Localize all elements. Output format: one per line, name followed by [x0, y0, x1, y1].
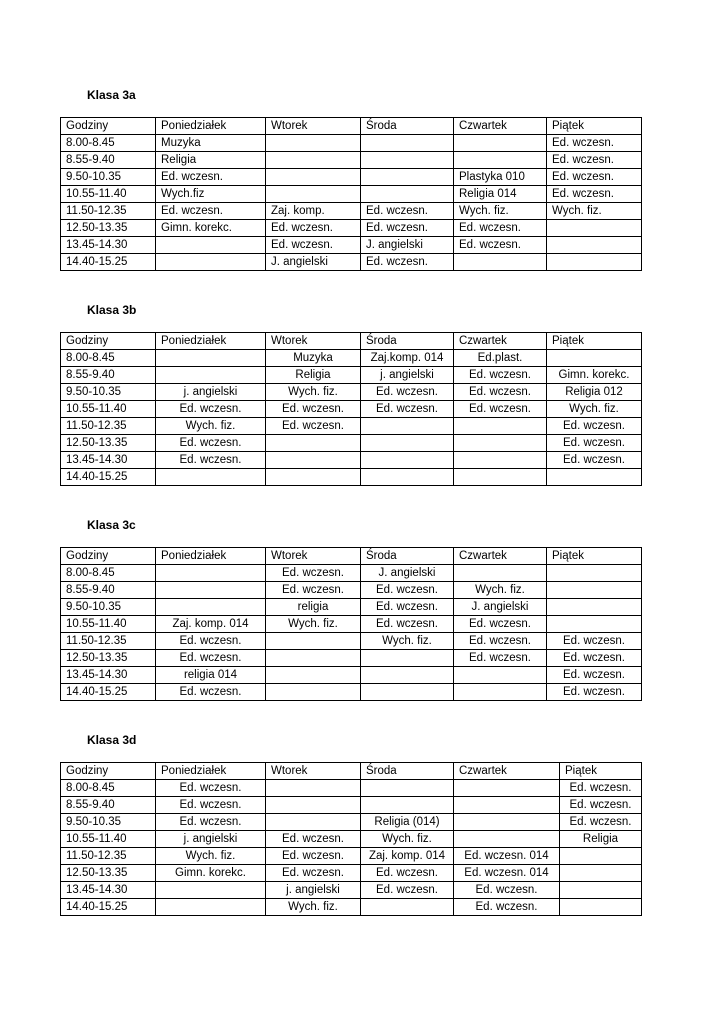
column-header: Wtorek [266, 118, 361, 135]
time-cell: 8.55-9.40 [61, 367, 156, 384]
lesson-cell: Ed. wczesn. [454, 882, 560, 899]
lesson-cell: Wych. fiz. [361, 633, 454, 650]
lesson-cell: Ed. wczesn. [547, 667, 642, 684]
lesson-cell: Ed.plast. [454, 350, 547, 367]
time-cell: 9.50-10.35 [61, 814, 156, 831]
lesson-cell [156, 469, 266, 486]
table-row [61, 401, 642, 418]
lesson-cell: Ed. wczesn. [156, 814, 266, 831]
lesson-cell [266, 452, 361, 469]
lesson-cell: Wych. fiz. [547, 401, 642, 418]
lesson-cell [266, 135, 361, 152]
time-cell: 8.55-9.40 [61, 797, 156, 814]
table-row [61, 384, 642, 401]
lesson-cell: Ed. wczesn. [361, 220, 454, 237]
lesson-cell [266, 152, 361, 169]
lesson-cell: Ed. wczesn. [547, 435, 642, 452]
timetable-3a [60, 117, 642, 271]
lesson-cell [266, 667, 361, 684]
lesson-cell: Ed. wczesn. [547, 684, 642, 701]
lesson-cell [547, 350, 642, 367]
column-header: Wtorek [266, 548, 361, 565]
lesson-cell [156, 899, 266, 916]
lesson-cell [361, 667, 454, 684]
table-row [61, 616, 642, 633]
time-cell: 8.00-8.45 [61, 780, 156, 797]
lesson-cell: Zaj. komp. 014 [361, 848, 454, 865]
lesson-cell: Wych. fiz. [266, 616, 361, 633]
lesson-cell: Religia (014) [361, 814, 454, 831]
lesson-cell: j. angielski [156, 384, 266, 401]
lesson-cell: Religia 012 [547, 384, 642, 401]
lesson-cell: Ed. wczesn. [361, 254, 454, 271]
column-header: Czwartek [454, 763, 560, 780]
time-cell: 11.50-12.35 [61, 203, 156, 220]
lesson-cell [361, 418, 454, 435]
lesson-cell: J. angielski [361, 565, 454, 582]
lesson-cell: j. angielski [156, 831, 266, 848]
lesson-cell: Ed. wczesn. [156, 452, 266, 469]
lesson-cell: Ed. wczesn. [266, 220, 361, 237]
lesson-cell [361, 684, 454, 701]
lesson-cell: Ed. wczesn. [361, 401, 454, 418]
table-row [61, 882, 642, 899]
lesson-cell [454, 565, 547, 582]
lesson-cell [547, 237, 642, 254]
lesson-cell [454, 135, 547, 152]
time-cell: 14.40-15.25 [61, 469, 156, 486]
lesson-cell [547, 565, 642, 582]
column-header: Środa [361, 333, 454, 350]
table-row [61, 418, 642, 435]
lesson-cell: Wych.fiz [156, 186, 266, 203]
lesson-cell: Ed. wczesn. [454, 237, 547, 254]
time-cell: 13.45-14.30 [61, 452, 156, 469]
lesson-cell [547, 469, 642, 486]
lesson-cell: j. angielski [361, 367, 454, 384]
lesson-cell [361, 186, 454, 203]
lesson-cell [266, 186, 361, 203]
table-row [61, 899, 642, 916]
lesson-cell: Ed. wczesn. [156, 797, 266, 814]
column-header: Godziny [61, 763, 156, 780]
lesson-cell [560, 882, 642, 899]
lesson-cell: Religia [560, 831, 642, 848]
column-header: Godziny [61, 118, 156, 135]
table-row [61, 435, 642, 452]
lesson-cell [361, 452, 454, 469]
column-header: Czwartek [454, 118, 547, 135]
column-header: Środa [361, 118, 454, 135]
lesson-cell [266, 780, 361, 797]
lesson-cell [266, 469, 361, 486]
time-cell: 12.50-13.35 [61, 650, 156, 667]
class-heading-3b: Klasa 3b [87, 303, 137, 317]
time-cell: 9.50-10.35 [61, 384, 156, 401]
lesson-cell [454, 814, 560, 831]
lesson-cell: Wych. fiz. [454, 203, 547, 220]
lesson-cell [560, 848, 642, 865]
lesson-cell [560, 899, 642, 916]
lesson-cell: Ed. wczesn. [547, 152, 642, 169]
lesson-cell: Ed. wczesn. [454, 899, 560, 916]
column-header: Poniedziałek [156, 763, 266, 780]
lesson-cell: Wych. fiz. [156, 418, 266, 435]
lesson-cell [547, 254, 642, 271]
lesson-cell: Muzyka [156, 135, 266, 152]
lesson-cell: Ed. wczesn. [454, 650, 547, 667]
time-cell: 14.40-15.25 [61, 899, 156, 916]
lesson-cell: Ed. wczesn. [156, 203, 266, 220]
table-row [61, 565, 642, 582]
lesson-cell: Wych. fiz. [266, 384, 361, 401]
lesson-cell: religia [266, 599, 361, 616]
lesson-cell: Ed. wczesn. [547, 135, 642, 152]
header-row [61, 548, 642, 565]
table-row [61, 780, 642, 797]
lesson-cell: Zaj. komp. 014 [156, 616, 266, 633]
time-cell: 12.50-13.35 [61, 220, 156, 237]
table-row [61, 469, 642, 486]
time-cell: 9.50-10.35 [61, 169, 156, 186]
lesson-cell [547, 220, 642, 237]
lesson-cell: J. angielski [266, 254, 361, 271]
lesson-cell: Ed. wczesn. [156, 401, 266, 418]
lesson-cell [156, 254, 266, 271]
lesson-cell: Ed. wczesn. [361, 882, 454, 899]
timetable-3b [60, 332, 642, 486]
column-header: Czwartek [454, 333, 547, 350]
lesson-cell [547, 616, 642, 633]
lesson-cell: Ed. wczesn. [266, 865, 361, 882]
column-header: Godziny [61, 548, 156, 565]
column-header: Piątek [560, 763, 642, 780]
table-row [61, 650, 642, 667]
lesson-cell: Gimn. korekc. [547, 367, 642, 384]
table-row [61, 237, 642, 254]
lesson-cell [361, 169, 454, 186]
lesson-cell: Ed. wczesn. 014 [454, 865, 560, 882]
timetable-body [61, 548, 642, 701]
table-row [61, 633, 642, 650]
time-cell: 13.45-14.30 [61, 237, 156, 254]
table-row [61, 814, 642, 831]
lesson-cell [454, 152, 547, 169]
time-cell: 14.40-15.25 [61, 254, 156, 271]
lesson-cell: Ed. wczesn. [454, 401, 547, 418]
lesson-cell: Ed. wczesn. [547, 650, 642, 667]
lesson-cell [547, 582, 642, 599]
class-heading-3c: Klasa 3c [87, 518, 136, 532]
lesson-cell: Ed. wczesn. [266, 565, 361, 582]
lesson-cell [361, 780, 454, 797]
lesson-cell [156, 237, 266, 254]
table-row [61, 831, 642, 848]
header-row [61, 118, 642, 135]
time-cell: 10.55-11.40 [61, 616, 156, 633]
lesson-cell [454, 667, 547, 684]
table-row [61, 797, 642, 814]
header-row [61, 333, 642, 350]
lesson-cell: Ed. wczesn. [156, 684, 266, 701]
lesson-cell: Ed. wczesn. [156, 169, 266, 186]
lesson-cell [361, 650, 454, 667]
column-header: Wtorek [266, 333, 361, 350]
header-row [61, 763, 642, 780]
lesson-cell: Ed. wczesn. [547, 452, 642, 469]
column-header: Piątek [547, 118, 642, 135]
lesson-cell [266, 633, 361, 650]
column-header: Środa [361, 548, 454, 565]
column-header: Wtorek [266, 763, 361, 780]
lesson-cell: Ed. wczesn. [361, 384, 454, 401]
lesson-cell [454, 684, 547, 701]
time-cell: 8.00-8.45 [61, 565, 156, 582]
column-header: Godziny [61, 333, 156, 350]
lesson-cell: Muzyka [266, 350, 361, 367]
time-cell: 11.50-12.35 [61, 633, 156, 650]
lesson-cell [266, 650, 361, 667]
lesson-cell: j. angielski [266, 882, 361, 899]
class-heading-3a: Klasa 3a [87, 88, 136, 102]
lesson-cell: Zaj.komp. 014 [361, 350, 454, 367]
lesson-cell [361, 135, 454, 152]
lesson-cell: Ed. wczesn. [454, 384, 547, 401]
lesson-cell: Gimn. korekc. [156, 220, 266, 237]
time-cell: 12.50-13.35 [61, 865, 156, 882]
table-row [61, 135, 642, 152]
lesson-cell [361, 899, 454, 916]
lesson-cell: Wych. fiz. [266, 899, 361, 916]
lesson-cell: Ed. wczesn. [547, 633, 642, 650]
lesson-cell [560, 865, 642, 882]
lesson-cell [361, 152, 454, 169]
lesson-cell: Ed. wczesn. [156, 780, 266, 797]
time-cell: 8.00-8.45 [61, 135, 156, 152]
table-row [61, 367, 642, 384]
timetable-3d [60, 762, 642, 916]
timetable-3c [60, 547, 642, 701]
lesson-cell [266, 169, 361, 186]
table-row [61, 186, 642, 203]
table-row [61, 582, 642, 599]
lesson-cell: Ed. wczesn. [361, 616, 454, 633]
lesson-cell: Ed. wczesn. [560, 814, 642, 831]
column-header: Poniedziałek [156, 333, 266, 350]
lesson-cell [266, 684, 361, 701]
table-row [61, 599, 642, 616]
time-cell: 10.55-11.40 [61, 401, 156, 418]
timetable-body [61, 118, 642, 271]
table-row [61, 152, 642, 169]
time-cell: 10.55-11.40 [61, 831, 156, 848]
lesson-cell: Ed. wczesn. [266, 848, 361, 865]
lesson-cell [156, 599, 266, 616]
lesson-cell [454, 469, 547, 486]
lesson-cell: Ed. wczesn. [361, 865, 454, 882]
lesson-cell: Ed. wczesn. [560, 797, 642, 814]
lesson-cell: Ed. wczesn. [156, 633, 266, 650]
lesson-cell: J. angielski [361, 237, 454, 254]
column-header: Piątek [547, 333, 642, 350]
lesson-cell: Wych. fiz. [361, 831, 454, 848]
lesson-cell [156, 367, 266, 384]
lesson-cell: Ed. wczesn. [454, 633, 547, 650]
lesson-cell [156, 350, 266, 367]
lesson-cell: religia 014 [156, 667, 266, 684]
lesson-cell [547, 599, 642, 616]
lesson-cell [156, 565, 266, 582]
lesson-cell [454, 418, 547, 435]
lesson-cell [266, 435, 361, 452]
lesson-cell: Religia [156, 152, 266, 169]
lesson-cell: Gimn. korekc. [156, 865, 266, 882]
time-cell: 8.55-9.40 [61, 582, 156, 599]
lesson-cell: Ed. wczesn. [361, 203, 454, 220]
lesson-cell: Wych. fiz. [547, 203, 642, 220]
column-header: Poniedziałek [156, 548, 266, 565]
lesson-cell: Ed. wczesn. 014 [454, 848, 560, 865]
time-cell: 13.45-14.30 [61, 882, 156, 899]
time-cell: 13.45-14.30 [61, 667, 156, 684]
time-cell: 14.40-15.25 [61, 684, 156, 701]
lesson-cell: Ed. wczesn. [547, 186, 642, 203]
lesson-cell: Ed. wczesn. [156, 435, 266, 452]
lesson-cell [361, 435, 454, 452]
lesson-cell [454, 452, 547, 469]
lesson-cell: Ed. wczesn. [266, 582, 361, 599]
column-header: Piątek [547, 548, 642, 565]
lesson-cell: Zaj. komp. [266, 203, 361, 220]
table-row [61, 169, 642, 186]
timetable-body [61, 333, 642, 486]
table-row [61, 350, 642, 367]
lesson-cell: Ed. wczesn. [547, 169, 642, 186]
lesson-cell: Ed. wczesn. [156, 650, 266, 667]
lesson-cell: Ed. wczesn. [560, 780, 642, 797]
lesson-cell [156, 882, 266, 899]
lesson-cell: Ed. wczesn. [454, 220, 547, 237]
lesson-cell [454, 780, 560, 797]
lesson-cell: Ed. wczesn. [361, 582, 454, 599]
table-row [61, 254, 642, 271]
lesson-cell: J. angielski [454, 599, 547, 616]
lesson-cell [454, 831, 560, 848]
lesson-cell: Wych. fiz. [454, 582, 547, 599]
timetable-body [61, 763, 642, 916]
table-row [61, 865, 642, 882]
table-row [61, 220, 642, 237]
lesson-cell: Ed. wczesn. [454, 367, 547, 384]
lesson-cell: Plastyka 010 [454, 169, 547, 186]
lesson-cell: Ed. wczesn. [266, 401, 361, 418]
time-cell: 11.50-12.35 [61, 418, 156, 435]
table-row [61, 667, 642, 684]
time-cell: 8.00-8.45 [61, 350, 156, 367]
lesson-cell: Ed. wczesn. [266, 418, 361, 435]
column-header: Poniedziałek [156, 118, 266, 135]
lesson-cell [361, 797, 454, 814]
column-header: Środa [361, 763, 454, 780]
column-header: Czwartek [454, 548, 547, 565]
lesson-cell: Ed. wczesn. [266, 831, 361, 848]
table-row [61, 684, 642, 701]
table-row [61, 452, 642, 469]
lesson-cell [454, 254, 547, 271]
lesson-cell: Ed. wczesn. [454, 616, 547, 633]
table-row [61, 203, 642, 220]
lesson-cell [266, 797, 361, 814]
class-heading-3d: Klasa 3d [87, 733, 137, 747]
lesson-cell [156, 582, 266, 599]
lesson-cell: Ed. wczesn. [547, 418, 642, 435]
lesson-cell: Ed. wczesn. [266, 237, 361, 254]
lesson-cell: Ed. wczesn. [361, 599, 454, 616]
lesson-cell [454, 435, 547, 452]
lesson-cell [454, 797, 560, 814]
time-cell: 10.55-11.40 [61, 186, 156, 203]
lesson-cell [361, 469, 454, 486]
table-row [61, 848, 642, 865]
time-cell: 11.50-12.35 [61, 848, 156, 865]
time-cell: 12.50-13.35 [61, 435, 156, 452]
lesson-cell [266, 814, 361, 831]
time-cell: 9.50-10.35 [61, 599, 156, 616]
lesson-cell: Religia 014 [454, 186, 547, 203]
lesson-cell: Wych. fiz. [156, 848, 266, 865]
time-cell: 8.55-9.40 [61, 152, 156, 169]
lesson-cell: Religia [266, 367, 361, 384]
